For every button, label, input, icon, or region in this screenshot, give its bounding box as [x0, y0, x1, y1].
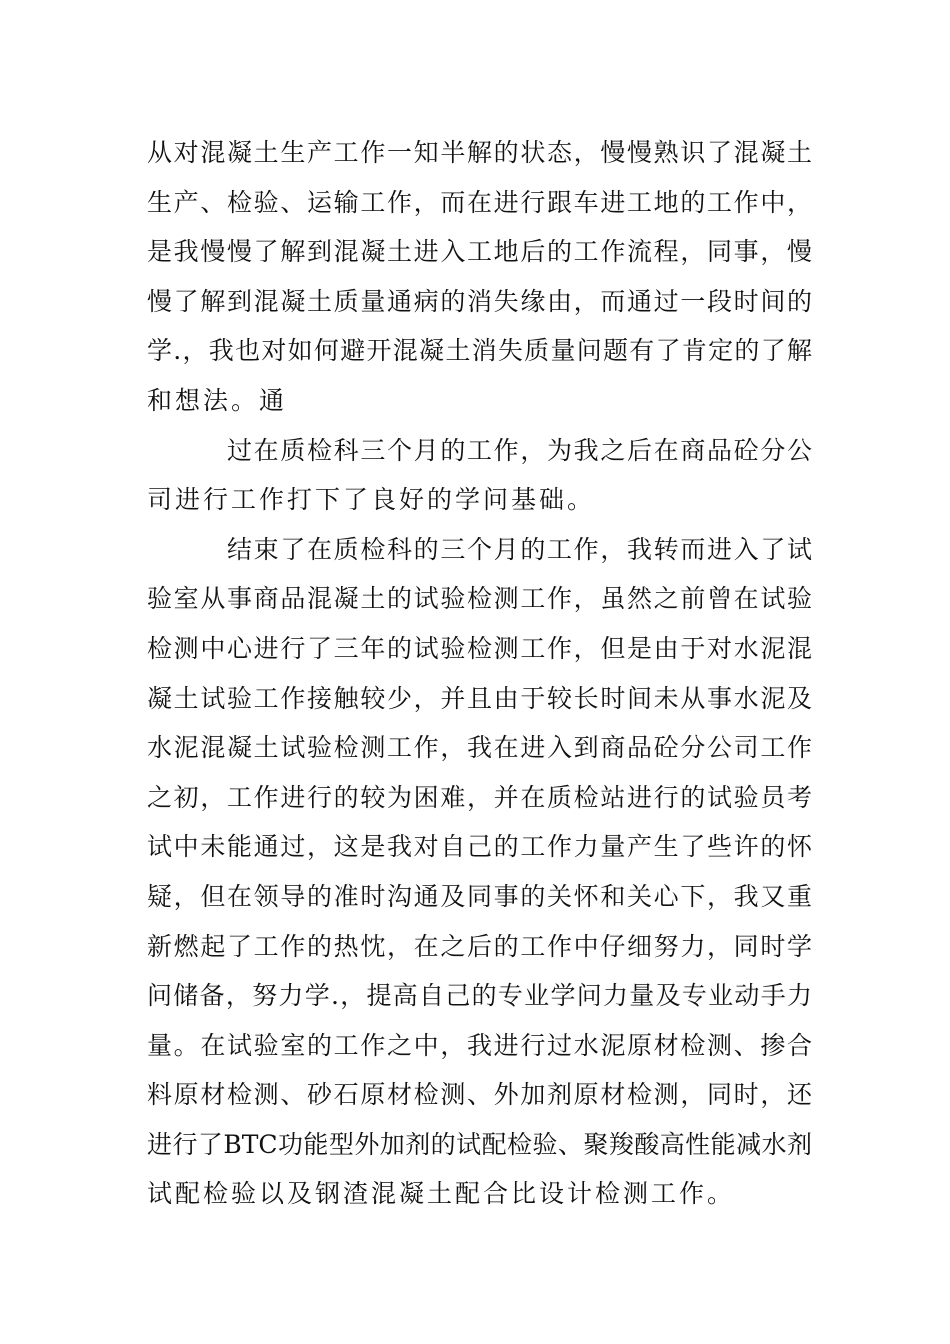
text-line: 料原材检测、砂石原材检测、外加剂原材检测，同时，还: [147, 1080, 812, 1110]
text-line: 过在质检科三个月的工作，为我之后在商品砼分公: [227, 435, 812, 465]
text-line: 检测中心进行了三年的试验检测工作，但是由于对水泥混: [147, 633, 812, 663]
text-line: 试中未能通过，这是我对自己的工作力量产生了些许的怀: [147, 832, 812, 862]
text-line: 疑，但在领导的准时沟通及同事的关怀和关心下，我又重: [147, 881, 812, 911]
text-line: 进行了BTC功能型外加剂的试配检验、聚羧酸高性能减水剂: [147, 1129, 812, 1159]
text-line: 学.，我也对如何避开混凝土消失质量问题有了肯定的了解: [147, 336, 812, 366]
text-line: 问储备，努力学.，提高自己的专业学问力量及专业动手力: [147, 981, 812, 1011]
text-line: 和想法。通: [147, 385, 288, 415]
text-line: 生产、检验、运输工作，而在进行跟车进工地的工作中，: [147, 187, 812, 217]
body-text: [147, 128, 812, 1219]
text-line: 结束了在质检科的三个月的工作，我转而进入了试: [227, 534, 812, 564]
paragraph-1: [147, 128, 812, 426]
text-line: 新燃起了工作的热忱，在之后的工作中仔细努力，同时学: [147, 931, 812, 961]
paragraph-3: [147, 525, 812, 1219]
text-line: 验室从事商品混凝土的试验检测工作，虽然之前曾在试验: [147, 584, 812, 614]
text-line: 水泥混凝土试验检测工作，我在进入到商品砼分公司工作: [147, 733, 812, 763]
paragraph-2: [147, 426, 812, 525]
text-line: 司进行工作打下了良好的学问基础。: [147, 485, 596, 515]
text-line: 从对混凝土生产工作一知半解的状态，慢慢熟识了混凝土: [147, 138, 812, 167]
text-line: 凝土试验工作接触较少，并且由于较长时间未从事水泥及: [147, 683, 812, 713]
text-line: 是我慢慢了解到混凝土进入工地后的工作流程，同事，慢: [147, 237, 812, 267]
text-line: 慢了解到混凝土质量通病的消失缘由，而通过一段时间的: [147, 286, 812, 316]
text-line: 试配检验以及钢渣混凝土配合比设计检测工作。: [147, 1179, 736, 1209]
text-line: 之初，工作进行的较为困难，并在质检站进行的试验员考: [147, 782, 812, 812]
text-line: 量。在试验室的工作之中，我进行过水泥原材检测、掺合: [147, 1030, 812, 1060]
